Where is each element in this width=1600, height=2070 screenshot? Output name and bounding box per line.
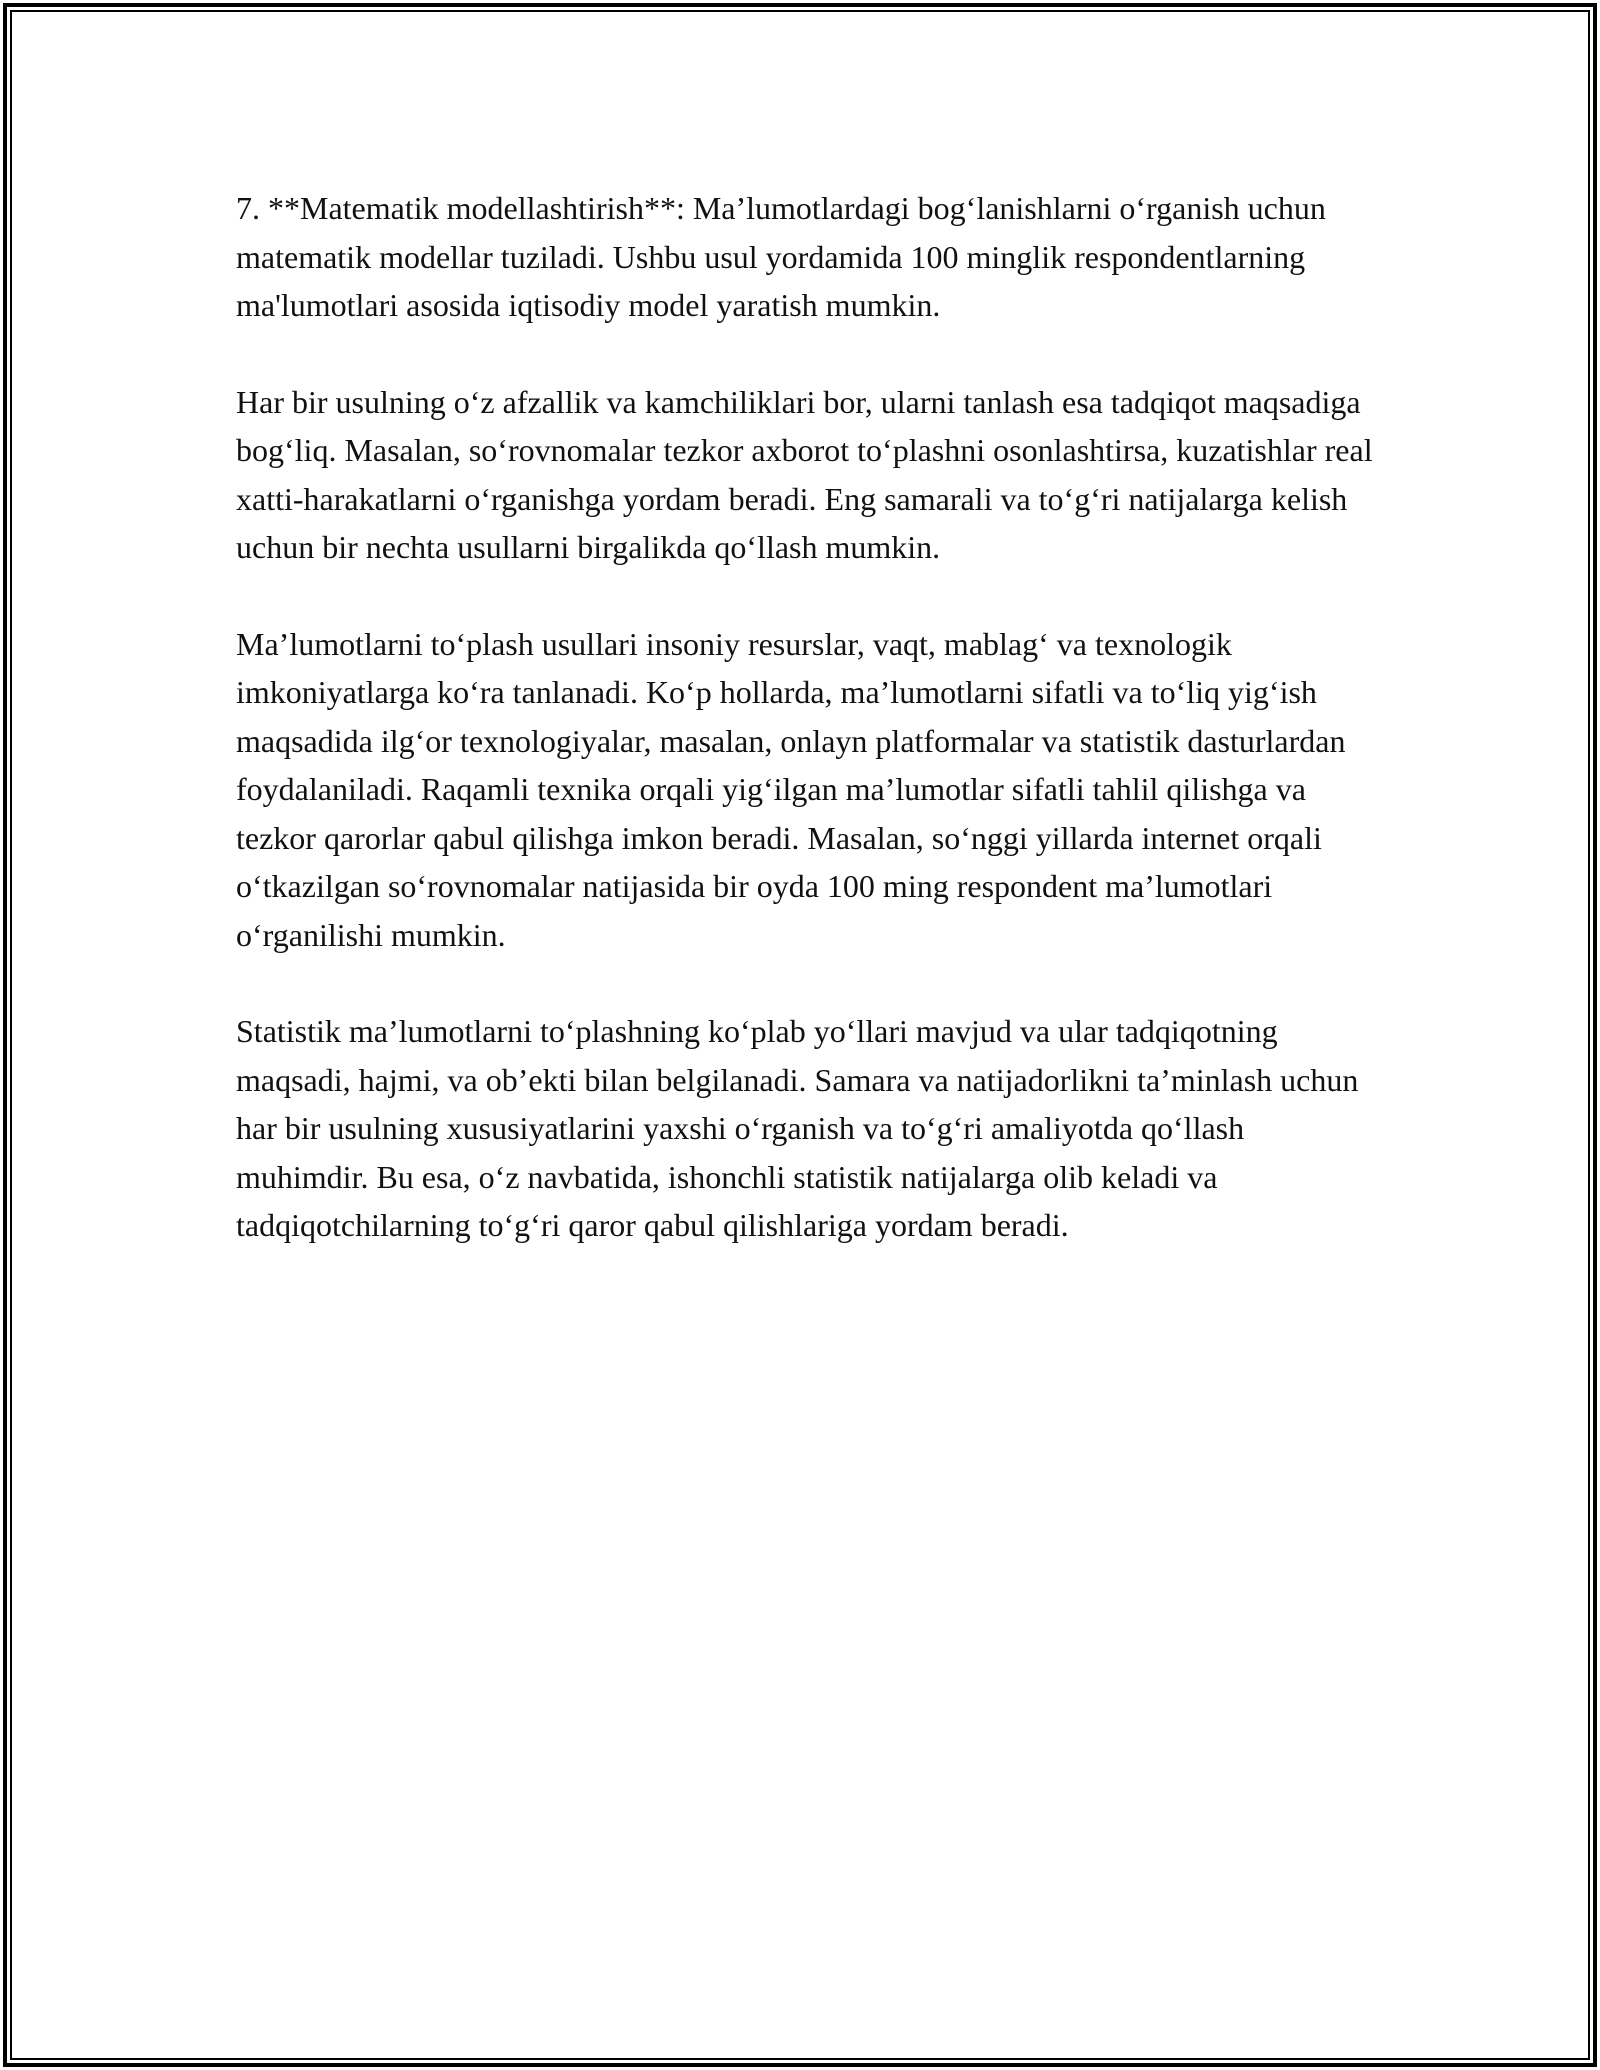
paragraph-method-choice: Har bir usulning o‘z afzallik va kamchiliklari bor, ularni tanlash esa tadqiqot maqsadiga bog‘liq. Masalan, so‘rovnomalar tezkor axborot to‘plashni osonlashtirsa, kuzatishlar real xatti-harakatlarni o‘rganishga yordam beradi. Eng samarali va to‘g‘ri natijalarga kelish uchun bir nechta usullarni birgalikda qo‘llash mumkin. (236, 383, 1373, 565)
paragraph-mathematical-modeling: 7. **Matematik modellashtirish**: Ma’lumotlardagi bog‘lanishlarni o‘rganish uchun matematik modellar tuziladi. Ushbu usul yordamida 100 minglik respondentlarning ma'lumotlari asosida iqtisodiy model yaratish mumkin. (236, 190, 1326, 323)
paragraph-conclusion: Statistik ma’lumotlarni to‘plashning ko‘plab yo‘llari mavjud va ular tadqiqotning maqsadi, hajmi, va ob’ekti bilan belgilanadi. Samara va natijadorlikni ta’minlash uchun har bir usulning xususiyatlarini yaxshi o‘rganish va to‘g‘ri amaliyotda qo‘llash muhimdir. Bu esa, o‘z navbatida, ishonchli statistik natijalarga olib keladi va tadqiqotchilarning to‘g‘ri qaror qabul qilishlariga yordam beradi. (236, 1013, 1359, 1243)
paragraph-data-collection-resources: Ma’lumotlarni to‘plash usullari insoniy resurslar, vaqt, mablag‘ va texnologik imkoniyatlarga ko‘ra tanlanadi. Ko‘p hollarda, ma’lumotlarni sifatli va to‘liq yig‘ish maqsadida ilg‘or texnologiyalar, masalan, onlayn platformalar va statistik dasturlardan foydalaniladi. Raqamli texnika orqali yig‘ilgan ma’lumotlar sifatli tahlil qilishga va tezkor qarorlar qabul qilishga imkon beradi. Masalan, so‘nggi yillarda internet orqali o‘tkazilgan so‘rovnomalar natijasida bir oyda 100 ming respondent ma’lumotlari o‘rganilishi mumkin. (236, 625, 1346, 953)
document-body (236, 184, 1376, 1298)
